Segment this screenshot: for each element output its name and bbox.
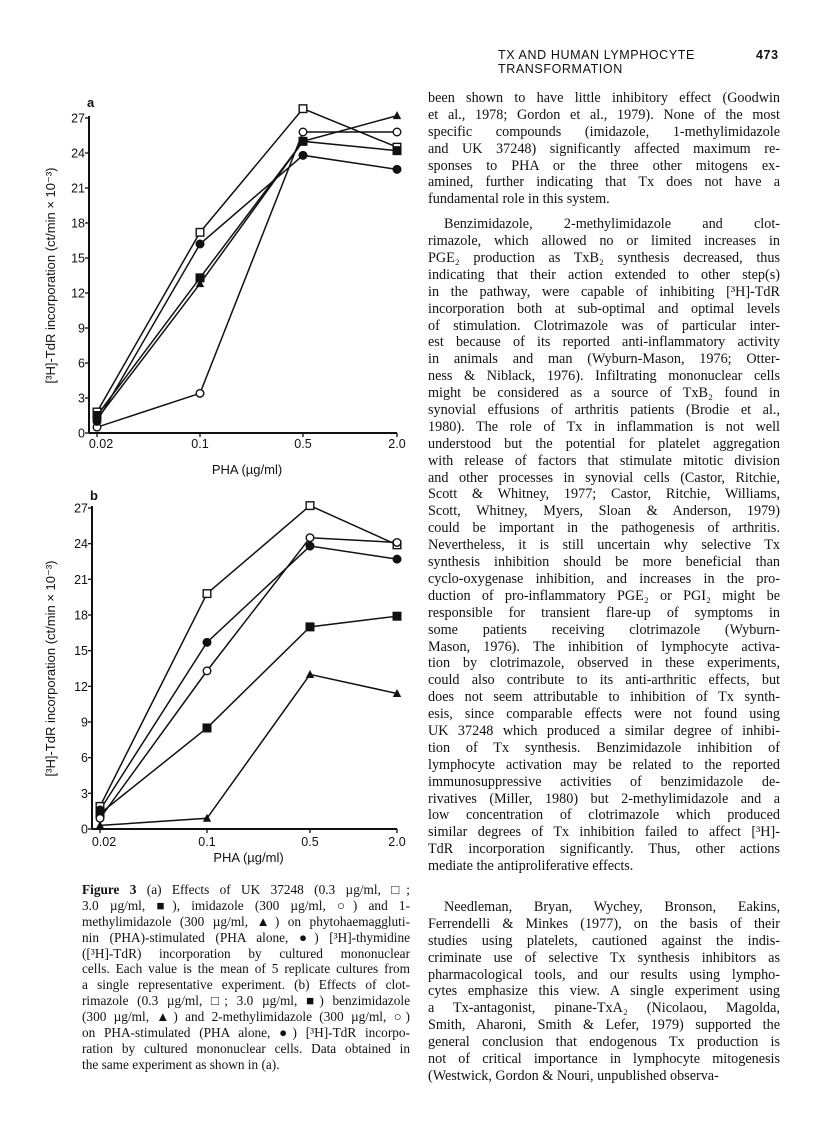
x-tick-label: 2.0 — [388, 437, 406, 451]
caption-line: (300 µg/ml, ▲) and 2-methylimidazole (300 µg/ml, ○) — [82, 1009, 410, 1025]
text-line: indicating that their action extended to other step(s) — [428, 266, 780, 283]
figure-3a-chart — [0, 80, 420, 480]
text-line: TdR incorporation significantly. Thus, other actions — [428, 841, 780, 858]
text-line: UK 37248 which produced a similar degree of inhibi- — [428, 722, 780, 739]
filled-square-marker — [306, 623, 314, 631]
text-line: Ferrendelli & Minkes (1977), on the basis of their — [428, 915, 780, 932]
y-axis-title: [³H]-TdR incorporation (ct/min × 10⁻³) — [43, 560, 58, 777]
caption-line: on PHA-stimulated (PHA alone, ●) [³H]-TdR incorpo- — [82, 1025, 410, 1041]
text-line: and UK 37248) significantly affected maximum re- — [428, 140, 780, 157]
text-line: studies using platelets, cautioned against the indis- — [428, 932, 780, 949]
text-line: rivatives (Miller, 1980) but 2-methylimidazole and a — [428, 790, 780, 807]
caption-line: ration by cultured mononuclear cells. Data obtained in — [82, 1040, 410, 1056]
filled-square-marker — [393, 147, 401, 155]
caption-line: Figure 3 (a) Effects of UK 37248 (0.3 µg/ml, □; — [82, 882, 410, 897]
open-circle-marker — [203, 667, 211, 675]
x-tick-label: 0.02 — [88, 437, 114, 451]
y-tick-label: 6 — [81, 751, 88, 766]
paragraph — [428, 899, 780, 1085]
text-line: a Tx-antagonist, pinane-TxA₂ (Nicolaou, Magolda, — [428, 1000, 780, 1017]
y-tick-label: 12 — [74, 679, 88, 694]
text-line: tion by clotrimazole, observed in these experiments, — [428, 655, 780, 672]
text-line: Benzimidazole, 2-methylimidazole and clot- — [444, 216, 780, 233]
filled-circle-marker — [299, 152, 307, 160]
y-tick-label: 0 — [78, 426, 85, 441]
text-line: been shown to have little inhibitory effect (Goodwin — [428, 90, 780, 106]
x-tick-label: 0.5 — [301, 835, 319, 849]
open-square-marker — [203, 590, 211, 598]
running-title: TX AND HUMAN LYMPHOCYTE TRANSFORMATION — [498, 48, 695, 76]
y-tick-label: 6 — [78, 356, 85, 371]
text-line: amined, further indicating that Tx does not have a — [428, 174, 780, 191]
panel-label: a — [87, 95, 95, 110]
y-tick-label: 15 — [74, 644, 88, 659]
text-line: sponses to PHA or the three other mitogens ex- — [428, 157, 780, 174]
panel-label: b — [90, 488, 98, 503]
y-tick-label: 24 — [74, 537, 88, 552]
series-line — [97, 116, 397, 419]
text-line: cytes emphasize this view. A single experiment using — [428, 983, 780, 1000]
y-tick-label: 27 — [71, 111, 85, 126]
figure-label: Figure 3 — [82, 882, 147, 897]
text-line: could also contribute to its anti-arthritic effects, but — [428, 672, 780, 689]
y-tick-label: 9 — [81, 715, 88, 730]
text-line: et al., 1978; Gordon et al., 1979). None of the most — [428, 106, 780, 123]
text-line: in animals and man (Wyburn-Mason, 1976; Otter- — [428, 351, 780, 368]
text-line: pharmacological tools, and our results using lympho- — [428, 966, 780, 983]
filled-triangle-marker — [393, 111, 401, 119]
y-tick-label: 0 — [81, 822, 88, 837]
open-circle-marker — [393, 539, 401, 547]
caption-line: rimazole (0.3 µg/ml, □; 3.0 µg/ml, ■) benzimidazole — [82, 993, 410, 1009]
text-line: understood but the potential for platelet aggregation — [428, 435, 780, 452]
text-line: est because of its reported anti-inflammatory activity — [428, 334, 780, 351]
filled-circle-marker — [196, 240, 204, 248]
y-tick-label: 12 — [71, 286, 85, 301]
paragraph — [428, 90, 780, 208]
filled-square-marker — [393, 612, 401, 620]
y-tick-label: 24 — [71, 146, 85, 161]
filled-circle-marker — [93, 418, 101, 426]
open-square-marker — [306, 502, 314, 510]
text-line: 1980). The role of Tx in inflammation is not well — [428, 418, 780, 435]
y-axis-title: [³H]-TdR incorporation (ct/min × 10⁻³) — [43, 167, 58, 384]
text-line: could be important in the pathogenesis of arthritis. — [428, 520, 780, 537]
text-line: and other processes in synovial cells (Castor, Ritchie, — [428, 469, 780, 486]
caption-line: the same experiment as shown in (a). — [82, 1056, 280, 1072]
x-tick-label: 0.5 — [294, 437, 312, 451]
open-circle-marker — [299, 128, 307, 136]
open-square-marker — [196, 229, 204, 237]
text-line: criminate use of selective Tx synthesis inhibitors as — [428, 949, 780, 966]
text-line: similar degrees of Tx inhibition failed to affect [³H]- — [428, 824, 780, 841]
text-line: synthesis inhibition should be more beneficial than — [428, 554, 780, 571]
text-line: responsible for transient flare-up of symptoms in — [428, 604, 780, 621]
text-line: PGE₂ production as TxB₂ synthesis decreased, thus — [428, 250, 780, 267]
y-tick-label: 21 — [74, 572, 88, 587]
series-line — [100, 616, 397, 813]
caption-line: a single representative experiment. (b) Effects of clot- — [82, 977, 410, 993]
filled-circle-marker — [203, 639, 211, 647]
y-tick-label: 3 — [78, 391, 85, 406]
filled-circle-marker — [306, 542, 314, 550]
y-tick-label: 18 — [74, 608, 88, 623]
text-line: duction of pro-inflammatory PGE₂ or PGI₂ might be — [428, 587, 780, 604]
y-tick-label: 9 — [78, 321, 85, 336]
x-axis-title: PHA (µg/ml) — [213, 850, 284, 865]
filled-circle-marker — [393, 555, 401, 563]
text-line: lymphocyte activation may be related to the reported — [428, 756, 780, 773]
caption-line: cells. Each value is the mean of 5 replicate cultures from — [82, 961, 410, 977]
x-tick-label: 0.02 — [91, 835, 117, 849]
text-line: with release of factors that stimulate mitotic division — [428, 452, 780, 469]
text-line: (Westwick, Gordon & Nouri, unpublished observa- — [428, 1067, 719, 1084]
open-circle-marker — [96, 815, 104, 823]
series-line — [100, 674, 397, 825]
figure-3b-chart — [0, 480, 420, 880]
caption-line: methylimidazole (300 µg/ml, ▲) on phytohaemaggluti- — [82, 913, 410, 929]
filled-triangle-marker — [306, 670, 314, 678]
text-line: Needleman, Bryan, Wychey, Bronson, Eakins, — [444, 898, 780, 915]
series-line — [97, 155, 397, 421]
text-line: rimazole, which allowed no or limited increases in — [428, 233, 780, 250]
text-line: does not seem attributable to inhibition of Tx synth- — [428, 689, 780, 706]
caption-line: nin (PHA)-stimulated (PHA alone, ●) [³H]-thymidine — [82, 929, 410, 945]
x-tick-label: 2.0 — [388, 835, 406, 849]
y-tick-label: 27 — [74, 501, 88, 516]
text-line: not of critical importance in lymphocyte mitogenesis — [428, 1050, 780, 1067]
x-tick-label: 0.1 — [198, 835, 216, 849]
caption-line: ([³H]-TdR) incorporation by cultured mononuclear — [82, 945, 410, 961]
text-line: synovial effusions of arthritis patients (Brodie et al., — [428, 402, 780, 419]
text-line: Scott, Whitney, Myers, Sloan & Anderson, 1979) — [428, 503, 780, 520]
caption-line: 3.0 µg/ml, ■), imidazole (300 µg/ml, ○) and 1- — [82, 897, 410, 913]
text-line: of stimulation. Clotrimazole was of particular inter- — [428, 317, 780, 334]
series-line — [97, 109, 397, 412]
open-circle-marker — [393, 128, 401, 136]
x-tick-label: 0.1 — [191, 437, 209, 451]
text-line: tion of Tx synthesis. Benzimidazole inhibition of — [428, 739, 780, 756]
text-line: general conclusion that endogenous Tx production is — [428, 1034, 780, 1051]
text-line: immunosuppressive activities of benzimidazole de- — [428, 773, 780, 790]
text-line: esis, since comparable effects were not found using — [428, 706, 780, 723]
text-line: in the pathway, were capable of inhibiting [³H]-TdR — [428, 283, 780, 300]
series-line — [100, 538, 397, 819]
open-circle-marker — [196, 390, 204, 398]
text-line: Smith, Aharoni, Smith & Lefer, 1979) supported the — [428, 1017, 780, 1034]
y-tick-label: 3 — [81, 786, 88, 801]
series-line — [97, 141, 397, 415]
filled-square-marker — [203, 724, 211, 732]
filled-circle-marker — [96, 806, 104, 814]
paragraph — [428, 216, 780, 875]
y-tick-label: 21 — [71, 181, 85, 196]
text-line: some patients receiving clotrimazole (Wyburn- — [428, 621, 780, 638]
y-tick-label: 15 — [71, 251, 85, 266]
open-circle-marker — [306, 534, 314, 542]
text-line: might be considered as a source of TxB₂ found in — [428, 385, 780, 402]
series-line — [100, 546, 397, 810]
text-line: fundamental role in this system. — [428, 191, 610, 208]
open-square-marker — [299, 105, 307, 113]
text-line: specific compounds (imidazole, 1-methylimidazole — [428, 123, 780, 140]
figure-caption — [82, 882, 410, 1073]
page-number: 473 — [756, 48, 779, 62]
text-line: mediate the antiproliferative effects. — [428, 858, 634, 875]
y-tick-label: 18 — [71, 216, 85, 231]
text-line: Scott & Whitney, 1977; Castor, Ritchie, Williams, — [428, 486, 780, 503]
text-line: low concentration of clotrimazole which produced — [428, 807, 780, 824]
text-line: cyclo-oxygenase inhibition, and increases in the pro- — [428, 570, 780, 587]
body-text-column — [428, 90, 780, 1085]
x-axis-title: PHA (µg/ml) — [211, 462, 283, 477]
text-line: Nevertheless, it is still uncertain why selective Tx — [428, 537, 780, 554]
text-line: incorporation both at sub-optimal and optimal levels — [428, 300, 780, 317]
text-line: ness & Niblack, 1976). Infiltrating mononuclear cells — [428, 368, 780, 385]
filled-circle-marker — [393, 166, 401, 174]
text-line: Mason, 1976). The inhibition of lymphocyte activa- — [428, 638, 780, 655]
